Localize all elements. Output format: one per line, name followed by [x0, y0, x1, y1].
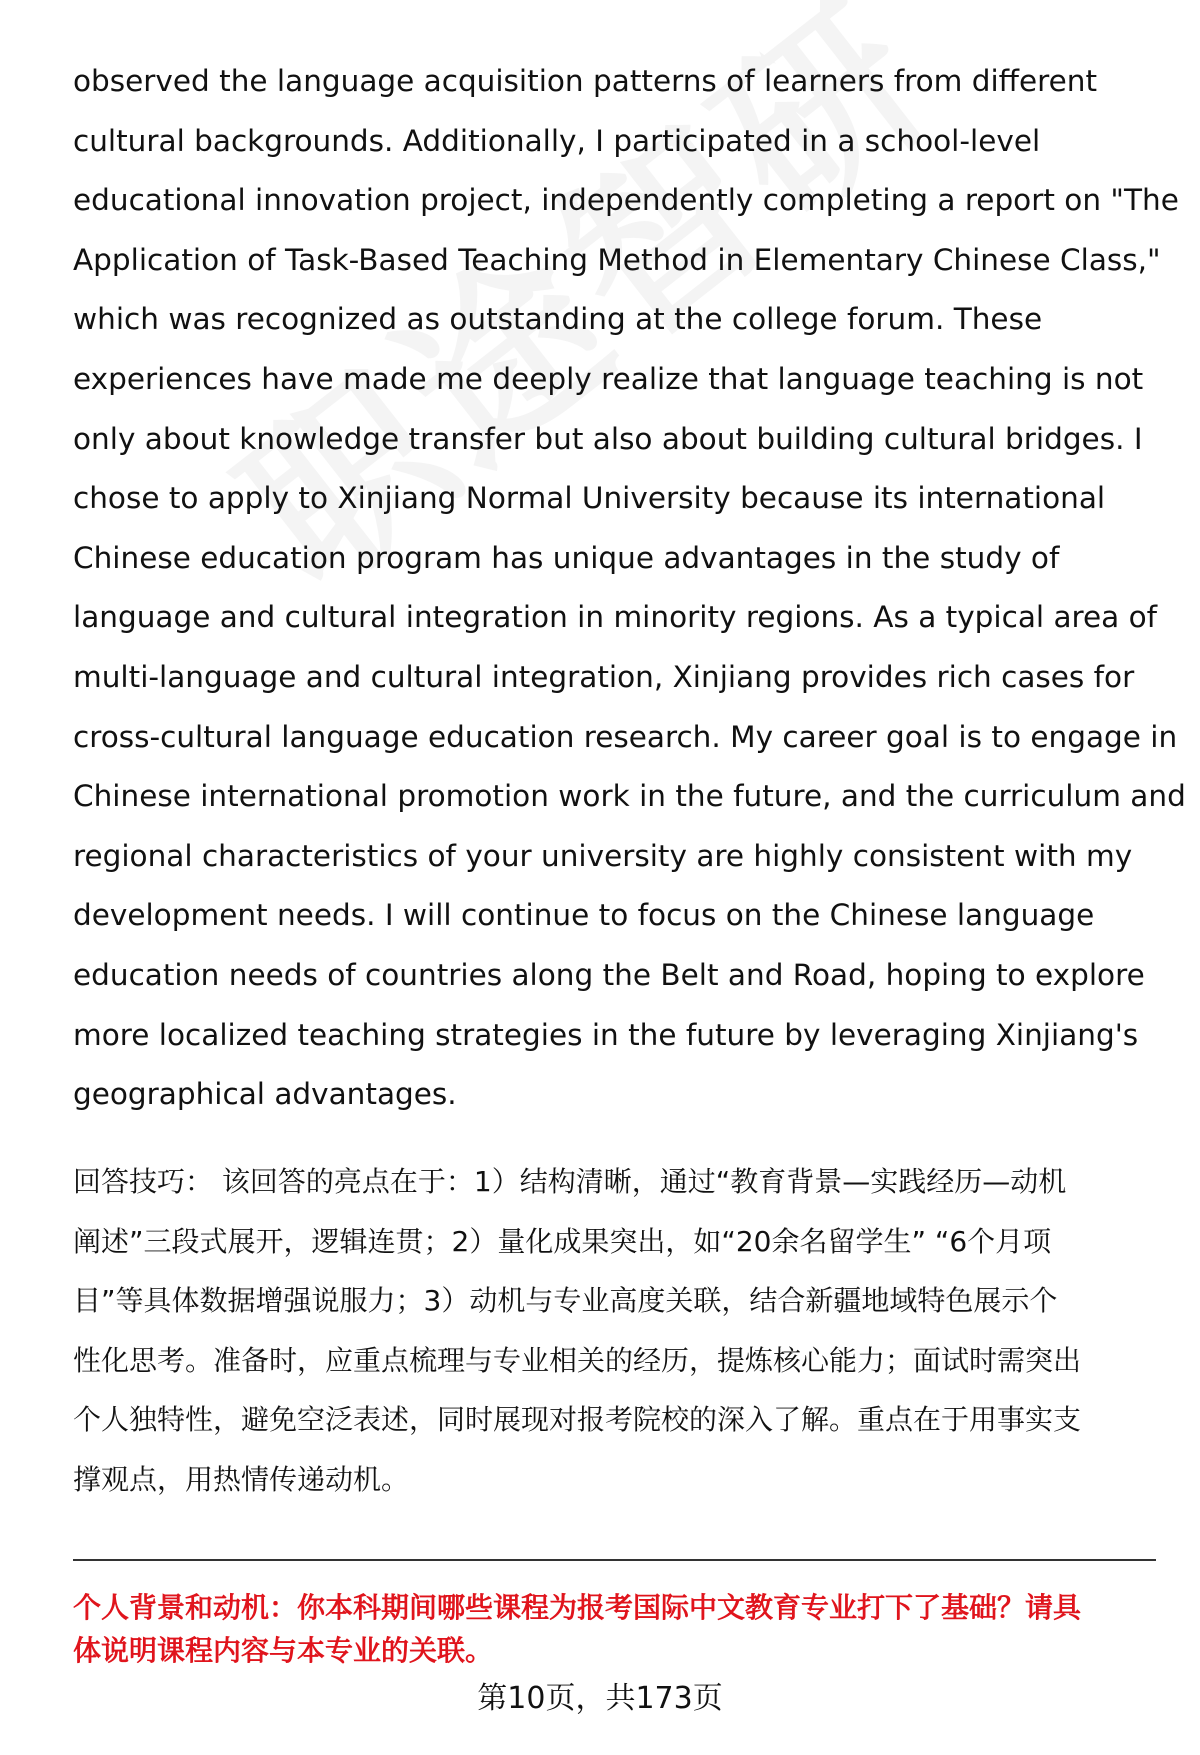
question-line: 个人背景和动机：你本科期间哪些课程为报考国际中文教育专业打下了基础？请具	[73, 1591, 1082, 1624]
answer-line: observed the language acquisition patterns of learners from different	[73, 64, 1098, 98]
page-number: 第10页，共173页	[477, 1681, 723, 1716]
question-line: 体说明课程内容与本专业的关联。	[73, 1634, 494, 1667]
answer-line: experiences have made me deeply realize that language teaching is not	[73, 361, 1144, 396]
answer-line: chose to apply to Xinjiang Normal University because its international	[73, 481, 1106, 516]
answer-line: Chinese international promotion work in the future, and the curriculum and	[73, 779, 1186, 814]
answer-line: education needs of countries along the Belt and Road, hoping to explore	[73, 957, 1145, 992]
tips-line: 性化思考。准备时，应重点梳理与专业相关的经历，提炼核心能力；面试时需突出	[73, 1343, 1082, 1377]
answer-line: cultural backgrounds. Additionally, I participated in a school-level	[73, 123, 1041, 158]
answer-line: language and cultural integration in minority regions. As a typical area of	[73, 600, 1158, 635]
tips-line: 撑观点，用热情传递动机。	[73, 1462, 410, 1496]
answer-line: more localized teaching strategies in the future by leveraging Xinjiang's	[73, 1017, 1139, 1052]
tips-line: 阐述”三段式展开，逻辑连贯；2）量化成果突出，如“20余名留学生” “6个月项	[73, 1224, 1052, 1258]
answer-line: educational innovation project, independently completing a report on "The	[73, 183, 1179, 218]
answer-line: development needs. I will continue to focus on the Chinese language	[73, 898, 1095, 933]
next-question	[73, 1586, 1163, 1672]
tips-line: 回答技巧： 该回答的亮点在于：1）结构清晰，通过“教育背景—实践经历—动机	[73, 1165, 1067, 1198]
tips-line: 目”等具体数据增强说服力；3）动机与专业高度关联，结合新疆地域特色展示个	[73, 1284, 1058, 1318]
answer-line: cross-cultural language education research. My career goal is to engage in	[73, 719, 1178, 754]
answer-line: multi-language and cultural integration, Xinjiang provides rich cases for	[73, 659, 1135, 694]
answer-line: regional characteristics of your university are highly consistent with my	[73, 838, 1133, 873]
answer-line: only about knowledge transfer but also about building cultural bridges. I	[73, 421, 1143, 456]
answer-line: geographical advantages.	[73, 1077, 457, 1112]
answer-line: which was recognized as outstanding at the college forum. These	[73, 302, 1043, 337]
section-divider	[73, 1559, 1156, 1561]
answer-line: Chinese education program has unique advantages in the study of	[73, 540, 1060, 575]
answer-paragraph	[73, 52, 1186, 1125]
answer-tips	[73, 1152, 1163, 1510]
tips-line: 个人独特性，避免空泛表述，同时展现对报考院校的深入了解。重点在于用事实支	[73, 1403, 1082, 1437]
answer-line: Application of Task-Based Teaching Method in Elementary Chinese Class,"	[73, 242, 1161, 277]
